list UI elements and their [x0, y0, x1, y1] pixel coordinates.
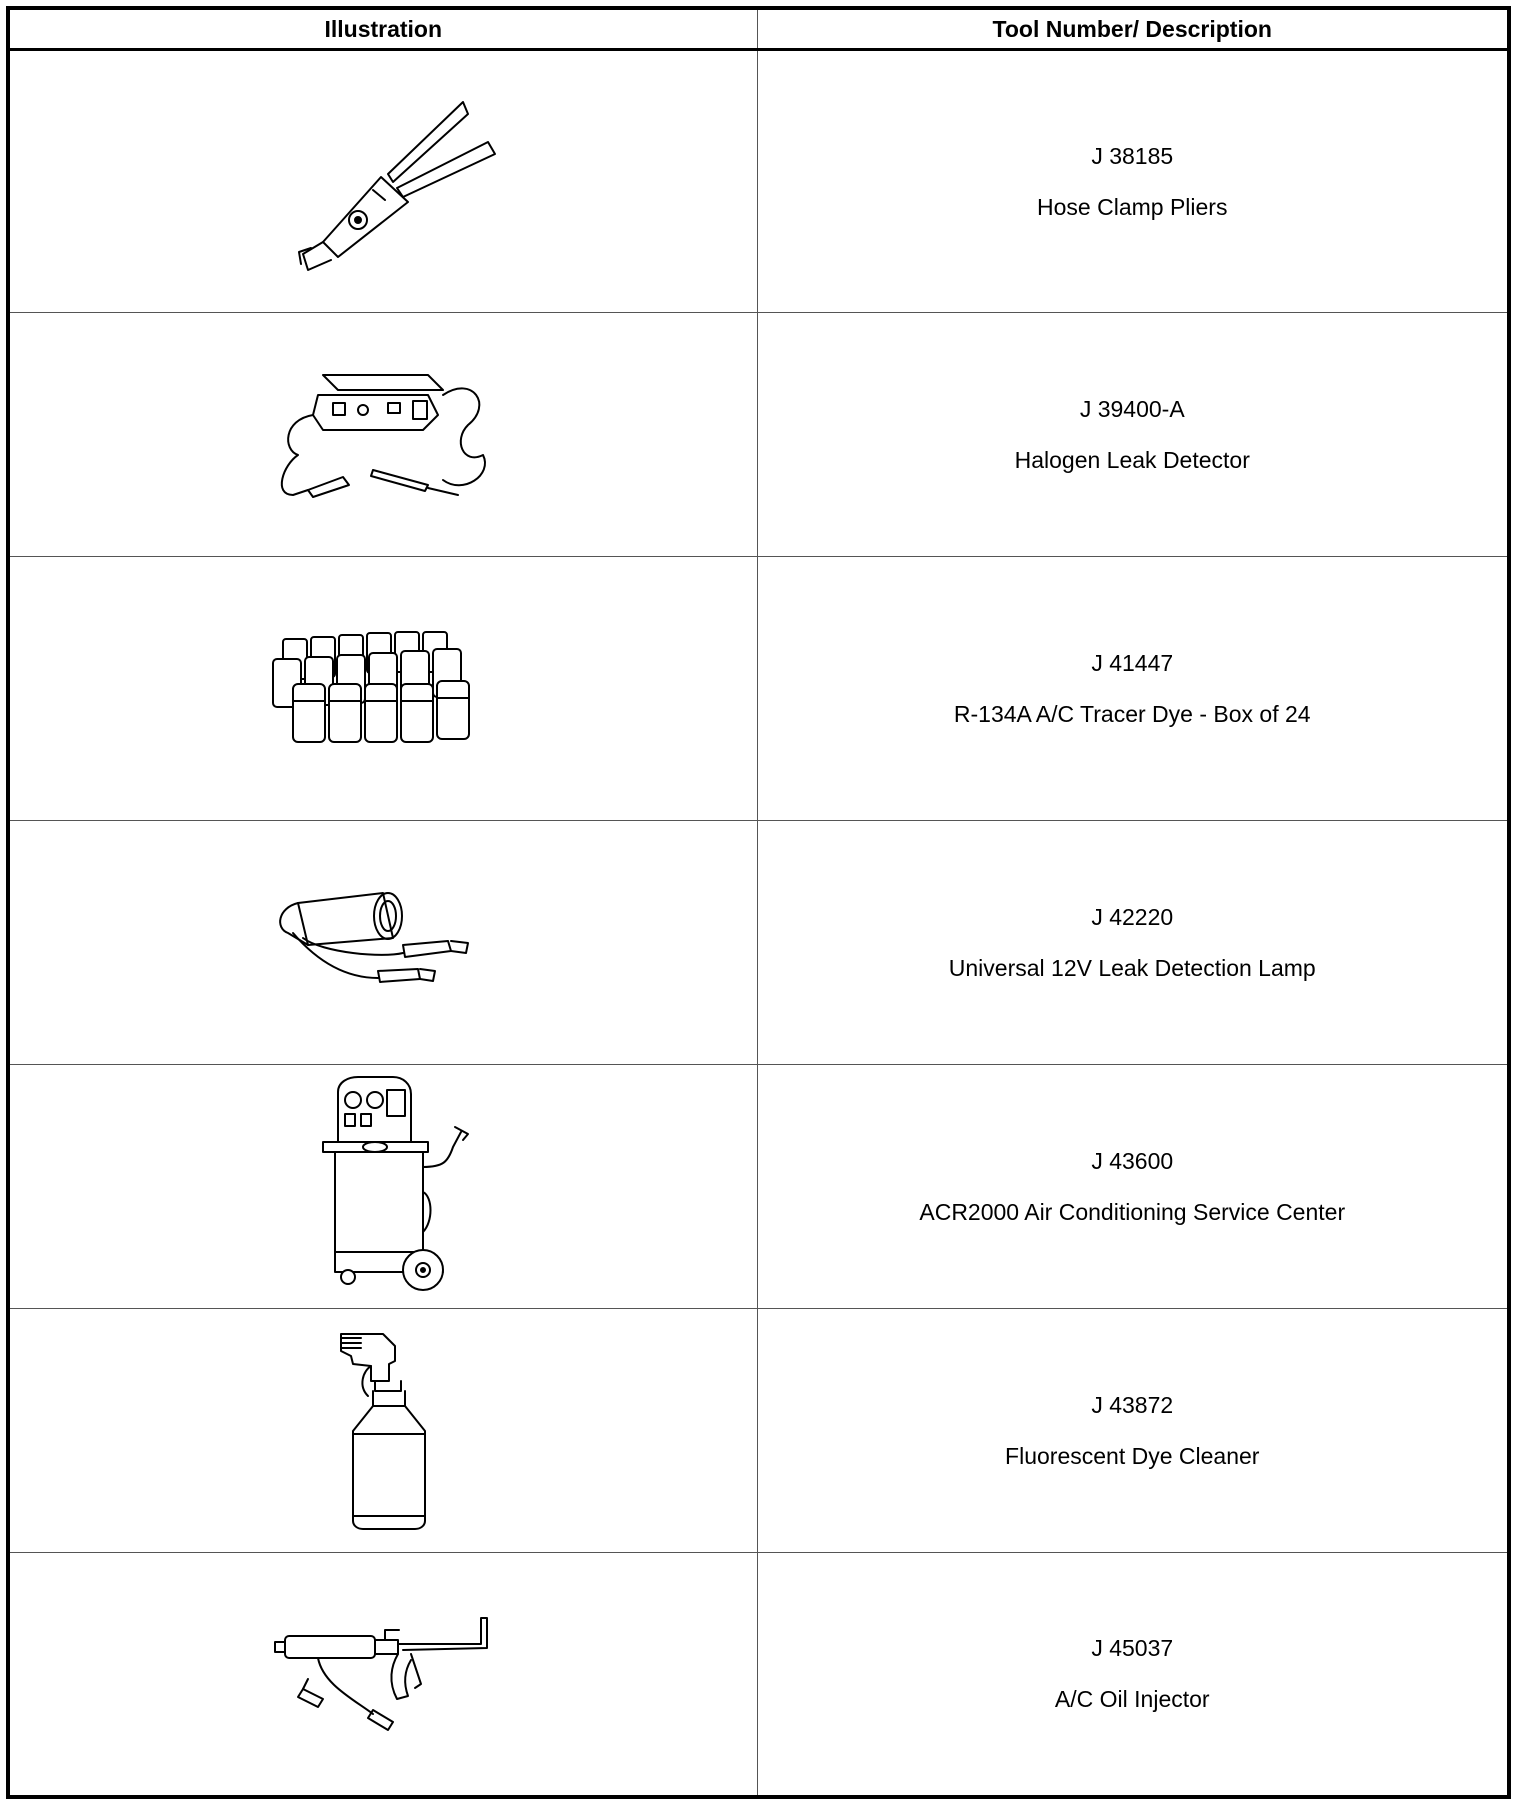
- hose-clamp-pliers-icon: [263, 82, 503, 282]
- spray-bottle-icon: [313, 1326, 453, 1536]
- tool-description: ACR2000 Air Conditioning Service Center: [919, 1198, 1346, 1225]
- table-row: [8, 1065, 1509, 1309]
- dye-bottles-icon: [263, 629, 503, 749]
- tool-info-cell: [757, 1309, 1509, 1553]
- tool-description: Fluorescent Dye Cleaner: [1005, 1442, 1260, 1469]
- tool-number: J 43600: [1091, 1147, 1174, 1174]
- illustration-cell: [8, 1553, 757, 1797]
- table-row: [8, 557, 1509, 821]
- table-row: [8, 1553, 1509, 1797]
- tool-number: J 41447: [1091, 649, 1174, 676]
- special-tools-table: [6, 6, 1511, 1799]
- leak-lamp-icon: [263, 883, 503, 1003]
- illustration-cell: [8, 821, 757, 1065]
- tool-number: J 45037: [1091, 1634, 1174, 1661]
- service-center-icon: [283, 1072, 483, 1302]
- tool-description: R-134A A/C Tracer Dye - Box of 24: [953, 700, 1311, 727]
- table-row: [8, 313, 1509, 557]
- illustration-cell: [8, 1309, 757, 1553]
- tool-info-cell: [757, 50, 1509, 313]
- table-row: [8, 1309, 1509, 1553]
- illustration-cell: [8, 1065, 757, 1309]
- illustration-cell: [8, 313, 757, 557]
- tool-info-cell: [757, 313, 1509, 557]
- tool-info-cell: [757, 1065, 1509, 1309]
- oil-injector-icon: [263, 1604, 503, 1744]
- tool-info-cell: [757, 557, 1509, 821]
- tool-number: J 38185: [1091, 142, 1174, 169]
- tool-info-cell: [757, 821, 1509, 1065]
- table-row: [8, 821, 1509, 1065]
- header-illustration: Illustration: [8, 8, 757, 50]
- tool-description: Universal 12V Leak Detection Lamp: [948, 954, 1316, 981]
- header-row: [8, 8, 1509, 50]
- illustration-cell: [8, 50, 757, 313]
- table-row: [8, 50, 1509, 313]
- header-tool-description: Tool Number/ Description: [757, 8, 1509, 50]
- illustration-cell: [8, 557, 757, 821]
- tool-info-cell: [757, 1553, 1509, 1797]
- leak-detector-icon: [263, 355, 503, 515]
- tool-description: Halogen Leak Detector: [1014, 446, 1250, 473]
- tool-number: J 42220: [1091, 903, 1174, 930]
- tool-description: A/C Oil Injector: [1054, 1685, 1210, 1712]
- tool-number: J 43872: [1091, 1391, 1174, 1418]
- tool-number: J 39400-A: [1079, 395, 1185, 422]
- tool-description: Hose Clamp Pliers: [1037, 193, 1228, 220]
